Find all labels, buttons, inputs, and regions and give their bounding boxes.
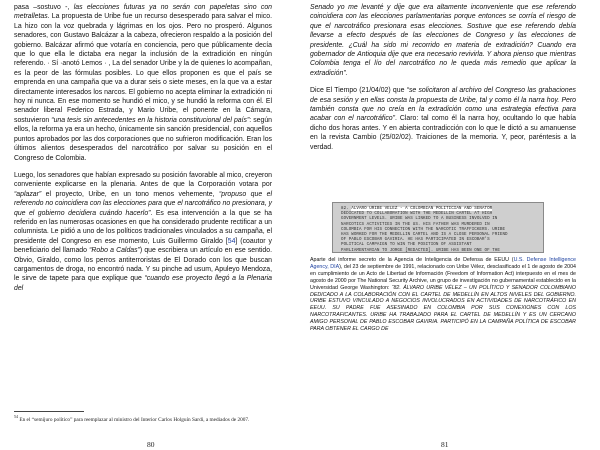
caption-quote: “82. ÁLVARO URIBE VÉLEZ – UN POLÍTICO Y SENADOR COLOMBIANO DEDICADO A LA COLABORACIÓN CON EL CARTEL DE MEDELLÍN EN ALTOS NIVELES DEL GOBIERNO. URIBE ESTUVO VINCULADO A NEGOCIOS INVOLUCRADOS EN ACTIVIDADES DE NARCOTRÁFICO EN EEUU. SU PADRE FUE ASESINADO EN COLOMBIA POR SUS CONEXIONES CON LOS NARCOTRAFICANTES. URIBE HA TRABAJADO PARA EL CARTEL DE MEDELLÍN Y ES UN CERCANO AMIGO PERSONAL DE PABLO ESCOBAR GAVIRIA. PARTICIPÓ EN LA CAMPAÑA POLÍTICA DE ESCOBAR PARA OBTENER EL CARGO DE — [310, 284, 576, 333]
quote: las elecciones futuras ya no serán con papeletas sino con metralletas. — [14, 4, 272, 21]
footnote-divider — [14, 411, 84, 412]
paragraph: Dice El Tiempo (21/04/02) que “se solicitaron al archivo del Congreso las grabaciones de esa sesión y en ellas consta la propuesta de Uribe, tal y como él la narra hoy. Pero también consta que no creía en la extradición como una estrategia efectiva para acabar con el narcotráfico”. Claro: tal como él la narra hoy, ocultando lo que había dicho dos horas antes. Y en abierta contradicción con lo que le dictó a su amanuense en la revista Cambio (25/02/02). Traiciones de la memoria. Y, peor, paréntesis a la verdad. — [310, 87, 576, 151]
highlighted-name: ALVARO URIBE VELEZ - A COLOMBIAN POLITICIAN AND SENATOR — [351, 207, 493, 211]
quote: “una tesis sin antecedentes en la historia constitucional del país” — [51, 116, 250, 124]
quote: “propuso que el referendo no coincidiera con las elecciones para que el narcotráfico no presionara, y que el gobierno decidiera cuándo hacerlo” — [14, 190, 273, 217]
declassified-document-image — [332, 202, 544, 253]
document-excerpt: 82. ALVARO URIBE VELEZ - A COLOMBIAN POLITICIAN AND SENATOR DEDICATED TO COLLABORATION WITH THE MEDELLIN CARTEL AT HIGH GOVERNMENT LEVELS. URIBE WAS LINKED TO A BUSINESS INVOLVED IN NARCOTICS ACTIVITIES IN THE US. HIS FATHER WAS MURDERED IN COLOMBIA FOR HIS CONNECTION WITH THE NARCOTIC TRAFFICKERS. URIBE HAS WORKED FOR THE MEDELLIN CARTEL AND IS A CLOSE PERSONAL FRIEND OF PABLO ESCOBAR GAVIRIA. HE HAS PARTICIPATED IN ESCOBAR'S POLITICAL CAMPAIGN TO WIN THE POSITION OF ASSISTANT PARLIAMENTARIAN TO JORGE [REDACTED]. URIBE HAS BEEN ONE OF THE — [341, 207, 508, 253]
quote: “aplazar” — [14, 190, 42, 198]
right-page — [300, 0, 600, 450]
quote: “cuando ese proyecto llegó a la Plenaria del — [14, 275, 272, 292]
footnote-mark: 54 — [14, 414, 18, 419]
footnote-text: En el “semijuro político” para reemplazar al ministro del Interior Carlos Holguín Sardi, a mediados de 2007. — [19, 416, 250, 423]
image-caption: Aparte del informe secreto de la Agencia de Inteligencia de Defensa de EEUU (U.S. Defense Intelligence Agency, DIA), del 23 de septiembre de 1991, relacionado con Uribe Vélez, desclasificado el 1 de agosto de 2004 en cumplimiento de un Acto de Libertad de Información (Freedom of Information Act) interpuesto en el mes de agosto de 2000 por The National Security Archive, un grupo de investigación no gubernamental establecido en la Universidad George Washington: “82. ÁLVARO URIBE VÉLEZ – UN POLÍTICO Y SENADOR COLOMBIANO DEDICADO A LA COLABORACIÓN CON EL CARTEL DE MEDELLÍN EN ALTOS NIVELES DEL GOBIERNO. URIBE ESTUVO VINCULADO A NEGOCIOS INVOLUCRADOS EN ACTIVIDADES DE NARCOTRÁFICO EN EEUU. SU PADRE FUE ASESINADO EN COLOMBIA POR SUS CONEXIONES CON LOS NARCOTRAFICANTES. URIBE HA TRABAJADO PARA EL CARTEL DE MEDELLÍN Y ES UN CERCANO AMIGO PERSONAL DE PABLO ESCOBAR GAVIRIA. PARTICIPÓ EN LA CAMPAÑA POLÍTICA DE ESCOBAR PARA OBTENER EL CARGO DE — [310, 257, 576, 333]
caption-link[interactable]: U.S. Defense Intelligence Agency, DIA — [310, 257, 576, 270]
footnote-ref[interactable]: 54 — [227, 237, 236, 245]
page-number: 80 — [147, 440, 155, 449]
quote: Senado yo me levanté y dije que era altamente inconveniente que ese referendo coincidiera con las elecciones parlamentarias porque entonces se corría el riesgo de que el narcotráfico presionara esas elecciones. Sostuve que ese referendo debía llevarse a efecto después de las elecciones de Congreso y las elecciones de presidente. ¿Cuál ha sido mi recorrido en materia de extradición? Cuando era gobernador de Antioquia dije que era necesario revivirla. Y ahora pienso que mientras Colombia tenga el lío del narcotráfico no le queda más remedio que aplicar la extradición”. — [310, 4, 576, 77]
paragraph: pasa –sostuvo -, las elecciones futuras ya no serán con papeletas sino con metralletas. La propuesta de Uribe fue un recurso desesperado para salvar el mico. La hizo con la voz quebrada y lágrimas en los ojos. Pero no prosperó. Algunos senadores, con Gustavo Balcázar a la cabeza, ofrecieron respaldo a la posición del gobierno. Balcázar afirmó que votaría en conciencia, pero que públicamente decía que lo que ella le dictaba era negar la inclusión de la extradición en ningún referendo. · Sí ·anotó Lemos · , La del senador Uribe y la de quienes lo acompañan, es la peor de las fórmulas posibles. Lo que ellos proponen es que el país se emprenda en una campaña que va a durar seis o siete meses, en la que va a estar directamente interesados los narcos. El gobierno no acepta eliminar la extradición ni hoy ni nunca. En ese momento se hundió el mico, y se hundió la reforma con él. El senador liberal Federico Estrada, y Mario Uribe, el ponente en la Cámara, sostuvieron “una tesis sin antecedentes en la historia constitucional del país”: según ellos, la reforma ya era un hecho, únicamente sin sanción presidencial, con aquellos puntos aprobados por las dos corporaciones que no sufrieron modificación. Eran los últimos alientos desesperados del narcotráfico por salvar su posición en el Congreso de Colombia. — [14, 4, 272, 162]
quote: “se solicitaron al archivo del Congreso las grabaciones de esa sesión y en ellas consta la propuesta de Uribe, tal y como él la narra hoy. Pero también consta que no creía en la extradición como una estrategia efectiva para acabar con el narcotráfico” — [310, 87, 576, 123]
quote: “Robo a Caldas” — [89, 247, 140, 255]
paragraph — [310, 3, 576, 78]
footnote — [14, 414, 272, 423]
right-page-text — [310, 3, 576, 160]
left-page-text — [14, 3, 272, 301]
page-number: 81 — [441, 440, 449, 449]
paragraph: Luego, los senadores que habían expresado su posición favorable al mico, creyeron conveniente explicarse en la plenaria. Antes de que la Corporación votara por “aplazar” el proyecto, Uribe, en un tono menos vehemente, “propuso que el referendo no coincidiera con las elecciones para que el narcotráfico no presionara, y que el gobierno decidiera cuándo hacerlo”. Es esa intervención a la que se ha referido en las numerosas ocasiones en que ha considerado prudente rectificar a un columnista. Le pidió a uno de los políticos tradicionales vinculados a su campaña, el presidente del Congreso en ese momento, Luis Guillermo Giraldo [54] (coautor y beneficiario del llamado “Robo a Caldas”) que escribiera un artículo en ese sentido. Obvio, Giraldo, como los perros antiterroristas de El Dorado con los que buscan cargamentos de droga, no encontró nada. Y su pinche ad usum, Apuleyo Mendoza, le sirve de tapete para que explique que “cuando ese proyecto llegó a la Plenaria del — [14, 171, 273, 292]
